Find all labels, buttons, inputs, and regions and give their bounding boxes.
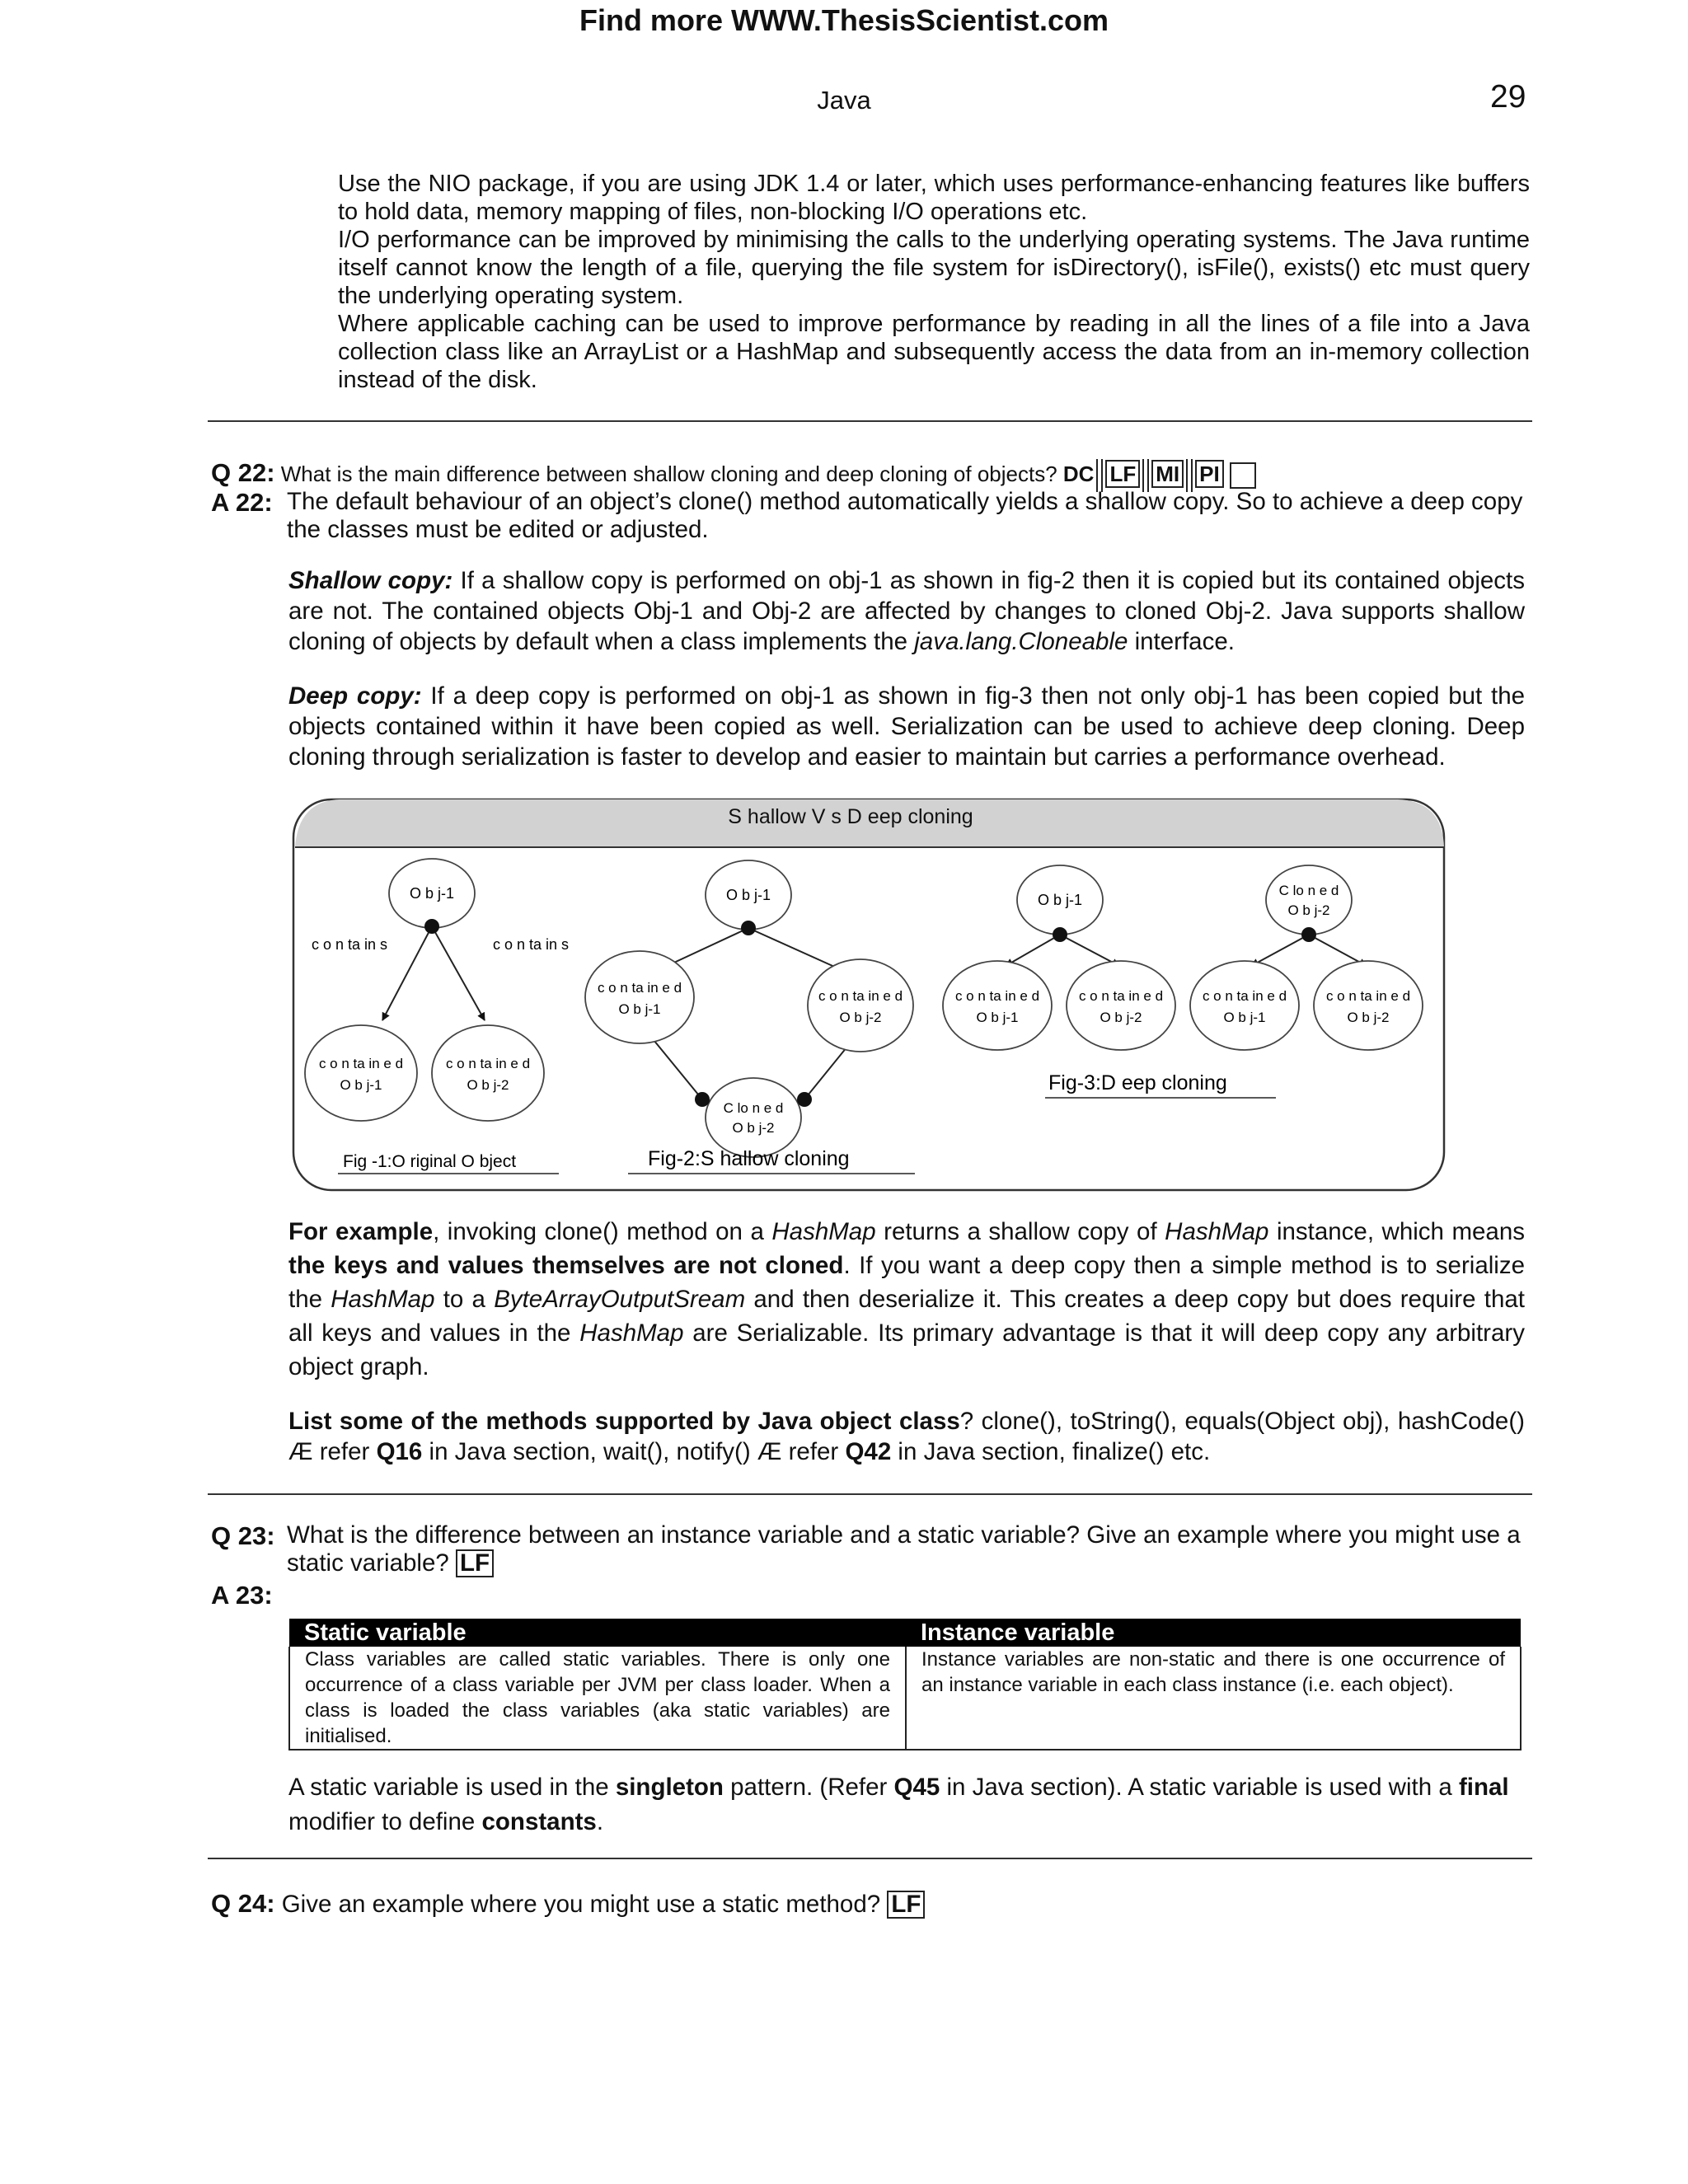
fig1-junction-dot xyxy=(424,919,439,934)
ref-q42: Q42 xyxy=(845,1438,892,1465)
fig2-right-line2: O b j-2 xyxy=(839,1010,882,1025)
note-bold: singleton xyxy=(615,1774,724,1801)
tag-lf: LF xyxy=(887,1891,925,1919)
fig2-contained-obj2-node xyxy=(808,959,913,1052)
table-header-row xyxy=(289,1619,1521,1647)
methods-text: refer xyxy=(312,1438,377,1465)
hashmap-term: HashMap xyxy=(331,1286,435,1313)
fig2-right-line1: c o n ta in e d xyxy=(818,988,903,1004)
instance-variable-description: Instance variables are non-static and there is one occurrence of an instance variable in each class instance (i.e. each object). xyxy=(906,1647,1521,1750)
section-divider xyxy=(208,420,1532,422)
note-bold: Q45 xyxy=(893,1774,940,1801)
table-row xyxy=(289,1647,1521,1750)
fig3-c1-line2: O b j-1 xyxy=(976,1010,1019,1025)
fig2-junction-dot xyxy=(695,1092,710,1107)
fig1-root-label: O b j-1 xyxy=(409,885,455,902)
fig1-child2-line2: O b j-2 xyxy=(467,1077,509,1093)
note-text: modifier to define xyxy=(288,1808,482,1835)
fig2-root-label: O b j-1 xyxy=(725,887,771,903)
fig3-root1-label: O b j-1 xyxy=(1037,892,1083,908)
methods-lead: List some of the methods supported by Java object class xyxy=(288,1408,960,1435)
fig3-contained-obj2-node xyxy=(1067,961,1175,1050)
cloneable-interface: java.lang.Cloneable xyxy=(914,628,1128,655)
intro-paragraph: I/O performance can be improved by minimising the calls to the underlying operating systems. The Java runtime itself cannot know the length of a file, querying the file system for isDirectory(), isFile(), exists() etc must query the underlying operating system. xyxy=(338,227,1530,309)
example-text: and then deserialize it. This creates a deep copy but does require that all keys and values in the xyxy=(288,1286,1525,1347)
tag-dc: DC xyxy=(1062,462,1095,486)
fig1-child1-line1: c o n ta in e d xyxy=(318,1056,404,1071)
a22-answer xyxy=(287,488,1523,544)
deep-copy-term: Deep copy: xyxy=(288,682,422,710)
example-text: to a xyxy=(434,1286,495,1313)
fig2-clone-line2: O b j-2 xyxy=(732,1120,775,1136)
example-lead: For example xyxy=(288,1218,434,1245)
fig3-c2-line1: c o n ta in e d xyxy=(1078,988,1164,1004)
fig3-cloned-obj2-node xyxy=(1266,865,1352,935)
fig3-c4-line1: c o n ta in e d xyxy=(1325,988,1411,1004)
tag-lf: LF xyxy=(456,1549,494,1577)
fig3-junction-dot xyxy=(1301,927,1316,942)
diagram-title: S hallow V s D eep cloning xyxy=(728,805,973,828)
tag-lf: LF xyxy=(1105,460,1140,488)
example-text: , invoking clone() method on a xyxy=(433,1218,772,1245)
fig1-contains-left: c o n ta in s xyxy=(312,936,388,953)
q24-label: Q 24: xyxy=(211,1889,275,1918)
fig1-child2-line1: c o n ta in e d xyxy=(445,1056,531,1071)
fig1-contains-right: c o n ta in s xyxy=(493,936,570,953)
tag-pi: PI xyxy=(1195,460,1224,488)
shallow-copy-term: Shallow copy: xyxy=(288,567,453,594)
page-number: 29 xyxy=(1490,79,1526,115)
site-banner: Find more WWW.ThesisScientist.com xyxy=(579,3,1109,37)
arrow-symbol: Æ xyxy=(757,1438,782,1465)
intro-paragraph: Where applicable caching can be used to improve performance by reading in all the lines of a file into a Java collection class like an ArrayList or a HashMap and subsequently access the data from an in-memory collection instead of the disk. xyxy=(338,311,1530,393)
q23-question xyxy=(287,1521,1523,1577)
q22-label: Q 22: xyxy=(211,458,275,487)
note-text: pattern. (Refer xyxy=(723,1774,894,1801)
tag-mi: MI xyxy=(1151,460,1184,488)
fig3-root2-line1: C lo n e d xyxy=(1278,883,1339,898)
fig3-cloned-contained-obj1-node xyxy=(1190,961,1299,1050)
fig3-c4-line2: O b j-2 xyxy=(1347,1010,1390,1025)
a22-answer-text: The default behaviour of an object’s clone() method automatically yields a shallow copy. So to achieve a deep copy the classes must be edited or adjusted. xyxy=(287,488,1523,543)
methods-text: ? clone(), toString(), equals(Object obj), hashCode() xyxy=(959,1408,1525,1435)
intro-paragraph: Use the NIO package, if you are using JDK 1.4 or later, which uses performance-enhancing features like buffers to hold data, memory mapping of files, non-blocking I/O operations etc. xyxy=(338,171,1530,225)
methods-text: refer xyxy=(781,1438,846,1465)
fig3-contained-obj1-node xyxy=(943,961,1052,1050)
fig3-c2-line2: O b j-2 xyxy=(1100,1010,1142,1025)
arrow-symbol: Æ xyxy=(288,1438,313,1465)
fig3-caption: Fig-3:D eep cloning xyxy=(1048,1071,1227,1094)
note-text: . xyxy=(596,1808,604,1835)
fig2-contained-obj1-node xyxy=(585,951,694,1043)
fig3-root2-line2: O b j-2 xyxy=(1287,902,1330,918)
deep-copy-paragraph xyxy=(288,681,1525,772)
a23-label: A 23: xyxy=(211,1581,273,1610)
intro-text xyxy=(338,170,1530,394)
a22-label: A 22: xyxy=(211,488,273,517)
fig2-left-line1: c o n ta in e d xyxy=(597,980,682,996)
fig3-c1-line1: c o n ta in e d xyxy=(954,988,1040,1004)
bytearrayoutputstream-term: ByteArrayOutputSream xyxy=(494,1286,746,1313)
example-text: are Serializable. Its primary advantage is that it will deep copy any arbitrary object graph. xyxy=(288,1319,1525,1380)
empty-tag-box xyxy=(1230,462,1256,489)
note-text: in Java section). A static variable is used with a xyxy=(940,1774,1459,1801)
fig2-junction-dot xyxy=(741,921,756,935)
methods-text: in Java section, wait(), notify() xyxy=(422,1438,757,1465)
running-header: Java xyxy=(817,86,871,115)
hashmap-term: HashMap xyxy=(771,1218,876,1245)
fig3-junction-dot xyxy=(1053,927,1067,942)
shallow-copy-paragraph xyxy=(288,565,1525,657)
fig2-left-line2: O b j-1 xyxy=(618,1001,661,1017)
static-variable-description: Class variables are called static variables. There is only one occurrence of a class variable per JVM per class loader. When a class is loaded the class variables (aka static variables) are initialised. xyxy=(289,1647,906,1750)
example-paragraph xyxy=(288,1215,1525,1384)
fig3-c3-line1: c o n ta in e d xyxy=(1202,988,1287,1004)
q24-question xyxy=(211,1889,1530,1919)
fig1-caption: Fig -1:O riginal O bject xyxy=(343,1152,517,1171)
table-header: Static variable xyxy=(289,1619,906,1647)
deep-copy-text: If a deep copy is performed on obj-1 as shown in fig-3 then not only obj-1 has been copied but the objects contained within it have been copied as well. Serialization can be used to achieve deep cloning. Deep cloning through serialization is faster to develop and easier to maintain but carries a performance overhead. xyxy=(288,682,1526,771)
hashmap-term: HashMap xyxy=(1165,1218,1269,1245)
example-text: instance, which means xyxy=(1268,1218,1525,1245)
object-methods-paragraph xyxy=(288,1406,1525,1467)
example-text: . If you want a deep copy then a simple method is to serialize the xyxy=(288,1252,1525,1313)
hashmap-term: HashMap xyxy=(579,1319,684,1347)
fig2-caption: Fig-2:S hallow cloning xyxy=(648,1147,850,1170)
section-divider xyxy=(208,1493,1532,1495)
fig1-child1-line2: O b j-1 xyxy=(340,1077,382,1093)
note-bold: final xyxy=(1458,1774,1509,1801)
fig3-c3-line2: O b j-1 xyxy=(1223,1010,1266,1025)
fig2-cloned-obj2-node xyxy=(706,1078,801,1157)
methods-text: in Java section, finalize() etc. xyxy=(891,1438,1211,1465)
fig2-junction-dot xyxy=(797,1092,812,1107)
note-bold: constants xyxy=(481,1808,597,1835)
shallow-copy-text: If a shallow copy is performed on obj-1 as shown in fig-2 then it is copied but its contained objects are not. The contained objects Obj-1 and Obj-2 are affected by changes to cloned Obj-2. Java supports shallow cloning of objects by default when a class implements the xyxy=(288,567,1525,655)
q23-question-text: What is the difference between an instance variable and a static variable? Give an example where you might use a static variable? xyxy=(287,1521,1521,1577)
q22-question xyxy=(211,457,1546,492)
cloning-diagram xyxy=(290,796,1447,1193)
q24-question-text: Give an example where you might use a static method? xyxy=(281,1891,881,1918)
fig3-cloned-contained-obj2-node xyxy=(1314,961,1423,1050)
note-text: A static variable is used in the xyxy=(288,1774,616,1801)
static-vs-instance-table xyxy=(288,1619,1522,1750)
example-bold-phrase: the keys and values themselves are not cloned xyxy=(288,1252,844,1279)
singleton-note xyxy=(288,1770,1525,1840)
table-header: Instance variable xyxy=(906,1619,1521,1647)
q23-label: Q 23: xyxy=(211,1521,275,1550)
ref-q16: Q16 xyxy=(376,1438,423,1465)
q22-question-text: What is the main difference between shallow cloning and deep cloning of objects? xyxy=(280,462,1057,486)
shallow-copy-end: interface. xyxy=(1134,628,1235,655)
section-divider xyxy=(208,1858,1532,1859)
example-text: returns a shallow copy of xyxy=(875,1218,1165,1245)
fig1-contained-obj1-node xyxy=(305,1025,417,1121)
fig1-contained-obj2-node xyxy=(432,1025,544,1121)
fig2-clone-line1: C lo n e d xyxy=(723,1100,784,1116)
